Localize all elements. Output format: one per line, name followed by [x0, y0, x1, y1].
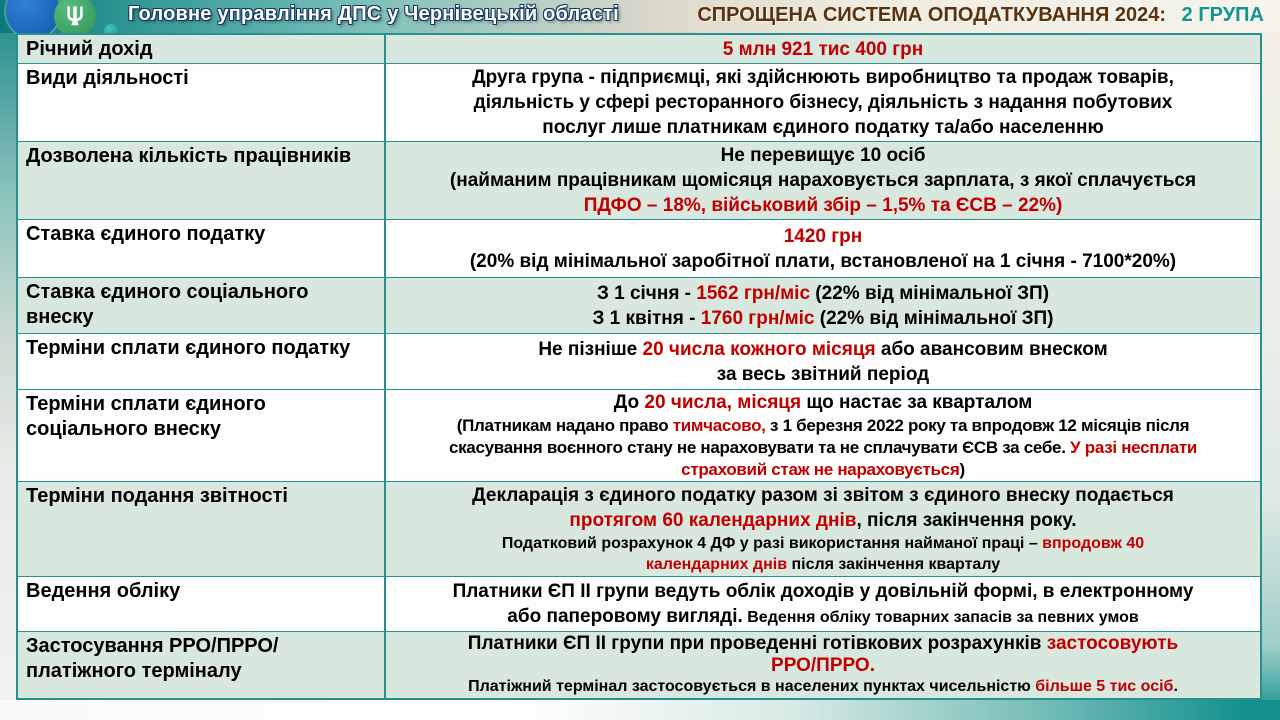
value-segment: Ведення обліку товарних запасів за певних умов	[742, 608, 1139, 626]
emblem-circle	[54, 0, 96, 37]
row-label: Застосування РРО/ПРРО/платіжного терміналу	[18, 632, 386, 698]
table-row-record-keeping	[18, 577, 1260, 632]
row-label: Види діяльності	[18, 64, 386, 141]
table-row-annual-income	[18, 35, 1260, 64]
row-value	[386, 278, 1260, 333]
group-badge: 2 ГРУПА	[1181, 4, 1264, 26]
row-value	[386, 632, 1260, 698]
value-segment: впродовж 40	[1042, 535, 1145, 552]
value-line	[507, 604, 1138, 630]
value-segment: , після закінчення року.	[856, 510, 1077, 531]
value-segment: що настає за кварталом	[801, 392, 1033, 413]
value-line	[450, 168, 1196, 193]
row-label: Річний дохід	[18, 35, 386, 63]
row-label: Терміни сплати єдиного податку	[18, 334, 386, 389]
table-row-single-tax-rate	[18, 220, 1260, 278]
value-segment: (найманим працівникам щомісяця нараховується зарплата, з якої сплачується	[449, 170, 1197, 191]
value-line	[502, 533, 1144, 554]
value-segment: З 1 квітня -	[592, 307, 701, 329]
table-row-rro-usage	[18, 632, 1260, 698]
value-line	[584, 193, 1063, 218]
value-line	[538, 337, 1107, 362]
table-row-single-tax-payment-terms	[18, 334, 1260, 390]
value-line	[457, 415, 1190, 437]
right-margin-gradient	[1262, 33, 1280, 700]
value-segment: або авансовим внеском	[875, 338, 1108, 360]
value-segment: З 1 січня -	[596, 282, 697, 304]
value-segment: Друга група - підприємці, які здійснюють виробництво та продаж товарів,	[472, 67, 1174, 88]
value-segment: застосовують	[1046, 633, 1179, 654]
table-row-allowed-employees	[18, 142, 1260, 220]
value-segment: (22% від мінімальної ЗП)	[810, 282, 1050, 304]
value-line	[681, 459, 965, 481]
value-segment: 5 млн 921 тис 400 грн	[722, 38, 924, 60]
value-segment: послуг лише платникам єдиного податку та/або населенню	[542, 117, 1104, 138]
value-segment: Платники ЄП ІІ групи ведуть облік доходів у довільній формі, в електронному	[452, 580, 1194, 602]
value-segment: 1562 грн/міс	[696, 282, 811, 304]
value-segment: Декларація з єдиного податку разом зі звітом з єдиного внеску подається	[472, 485, 1174, 506]
value-segment: тимчасово,	[672, 416, 766, 435]
value-segment: )	[959, 460, 965, 479]
value-segment: .	[1173, 678, 1178, 695]
value-segment: 1760 грн/міс	[700, 307, 815, 329]
value-segment: або паперовому вигляді.	[507, 605, 743, 627]
table-row-social-contribution-payment-terms	[18, 390, 1260, 482]
row-label: Терміни сплати єдиного соціального внеску	[18, 390, 386, 481]
row-label: Ставка єдиного соціального внеску	[18, 278, 386, 333]
table-row-activity-types	[18, 64, 1260, 142]
value-segment: Платники ЄП ІІ групи при проведенні готівкових розрахунків	[467, 633, 1047, 654]
value-line	[449, 437, 1197, 459]
value-segment: До	[613, 392, 645, 413]
value-segment: після закінчення кварталу	[787, 556, 1001, 573]
value-segment: страховий стаж не нараховується	[681, 460, 960, 479]
table-row-social-contribution-rate	[18, 278, 1260, 334]
row-value	[386, 390, 1260, 481]
value-line	[721, 143, 926, 168]
value-line	[614, 390, 1033, 415]
table-row-reporting-terms	[18, 482, 1260, 577]
value-segment: з 1 березня 2022 року та впродовж 12 місяців після	[765, 416, 1190, 435]
value-segment: 20 числа, місяця	[644, 392, 802, 413]
value-line	[470, 249, 1176, 274]
value-segment: за весь звітний період	[716, 363, 930, 385]
org-title: Головне управління ДПС у Чернівецькій області	[128, 3, 619, 25]
value-segment: РРО/ПРРО.	[771, 655, 875, 676]
value-segment: скасування воєнного стану не нараховувати та не сплачувати ЄСВ за себе.	[448, 438, 1071, 457]
value-line	[597, 281, 1049, 306]
row-label: Терміни подання звітності	[18, 482, 386, 576]
value-segment: (Платникам надано право	[456, 416, 673, 435]
value-segment: У разі несплати	[1070, 438, 1198, 457]
value-line	[472, 65, 1174, 90]
value-segment: Не пізніше	[538, 338, 643, 360]
value-line	[468, 633, 1178, 655]
tax-table	[16, 33, 1262, 700]
value-line	[453, 579, 1194, 604]
value-line	[771, 655, 875, 677]
value-segment: (22% від мінімальної ЗП)	[814, 307, 1054, 329]
row-value	[386, 64, 1260, 141]
row-value	[386, 577, 1260, 631]
value-line	[723, 37, 924, 62]
value-segment: Податковий розрахунок 4 ДФ у разі використання найманої праці –	[501, 535, 1043, 552]
row-label: Ставка єдиного податку	[18, 220, 386, 277]
value-segment: Платіжний термінал застосовується в населених пунктах чисельністю	[468, 678, 1036, 695]
header-bar	[0, 0, 1280, 33]
left-margin-gradient	[0, 33, 16, 700]
value-segment: ПДФО – 18%, військовий збір – 1,5% та ЄСВ – 22%)	[583, 195, 1063, 216]
value-segment: Не перевищує 10 осіб	[720, 145, 926, 166]
row-label: Дозволена кількість працівників	[18, 142, 386, 219]
row-value	[386, 35, 1260, 63]
value-segment: діяльність у сфері ресторанного бізнесу, діяльність з надання побутових	[473, 92, 1173, 113]
row-value	[386, 482, 1260, 576]
value-line	[569, 508, 1076, 533]
row-value	[386, 334, 1260, 389]
value-segment: 20 числа кожного місяця	[642, 338, 876, 360]
header-right-title	[697, 4, 1264, 27]
value-line	[474, 90, 1173, 115]
value-line	[646, 554, 1000, 575]
value-segment: більше 5 тис осіб	[1035, 678, 1174, 695]
ukraine-trident-icon	[67, 5, 83, 27]
value-segment: (20% від мінімальної заробітної плати, встановленої на 1 січня - 7100*20%)	[469, 250, 1177, 272]
value-line	[468, 677, 1178, 697]
value-line	[593, 306, 1054, 331]
value-line	[542, 115, 1103, 140]
bottom-gradient-bar	[0, 700, 1280, 720]
system-title: СПРОЩЕНА СИСТЕМА ОПОДАТКУВАННЯ 2024:	[697, 4, 1167, 26]
row-value	[386, 142, 1260, 219]
value-segment: календарних днів	[645, 556, 788, 573]
value-line	[717, 362, 929, 387]
value-line	[784, 224, 863, 249]
value-segment: протягом 60 календарних днів	[569, 510, 857, 531]
row-label: Ведення обліку	[18, 577, 386, 631]
value-segment: 1420 грн	[783, 225, 863, 247]
row-value	[386, 220, 1260, 277]
value-line	[472, 483, 1174, 508]
